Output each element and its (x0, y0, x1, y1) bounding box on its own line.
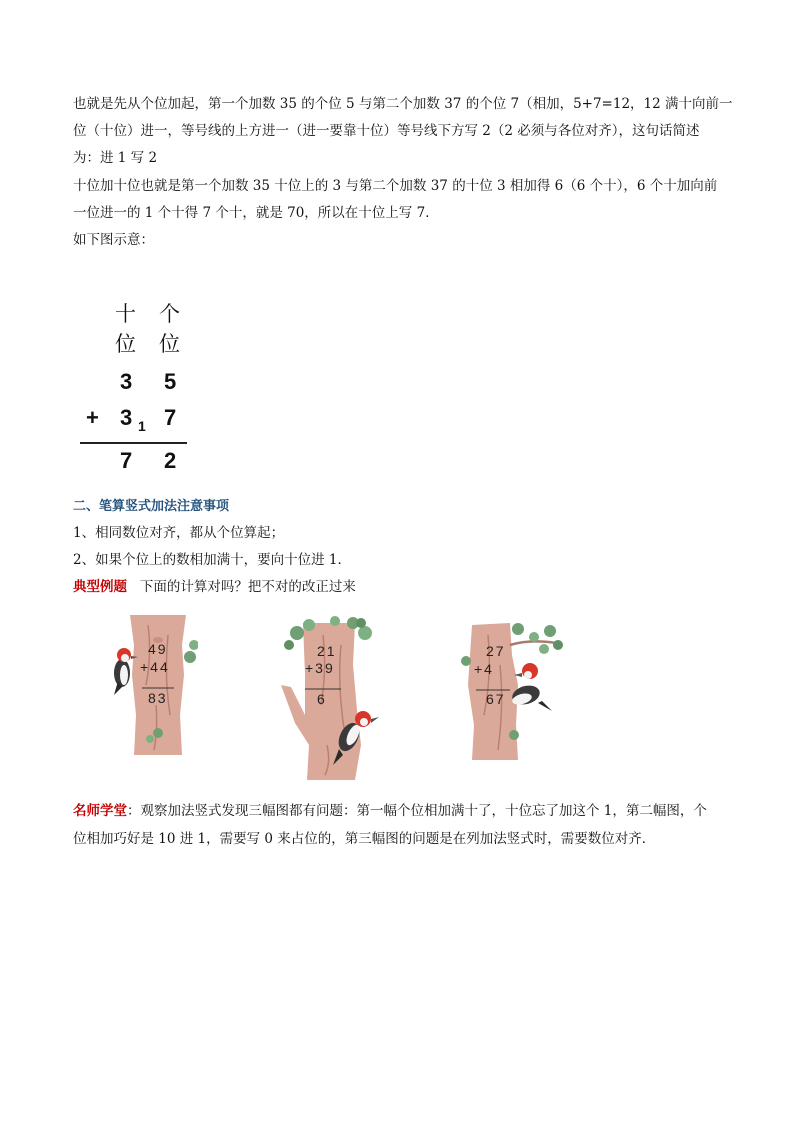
rule-2: 2、如果个位上的数相加满十，要向十位进 1． (73, 552, 351, 568)
woodpecker-tree-picture-1 (108, 615, 198, 755)
rule-1: 1、相同数位对齐，都从个位算起； (73, 525, 285, 541)
sum-line (80, 442, 187, 444)
teacher-text-1: ：观察加法竖式发现三幅图都有问题：第一幅个位相加满十了，十位忘了加这个 1，第二幅图，个 (127, 803, 707, 819)
picture2-addend2: +39 (305, 660, 335, 676)
picture3-result: 67 (486, 691, 506, 707)
example-line (73, 574, 733, 601)
intro-line-6: 如下图示意： (73, 232, 154, 248)
carry-digit: 1 (138, 418, 146, 434)
column-addition-diagram (80, 295, 200, 480)
addend2-ones: 7 (164, 405, 177, 430)
woodpecker-tree-picture-2 (275, 615, 380, 780)
result-tens: 7 (120, 448, 133, 473)
tens-label-bottom: 位 (115, 332, 136, 356)
addend2-tens: 3 (120, 405, 133, 430)
picture2-result: 6 (317, 691, 327, 707)
picture2-addend1: 21 (317, 643, 337, 659)
section-heading: 二、笔算竖式加法注意事项 (73, 499, 230, 514)
tens-label-top: 十 (115, 302, 136, 326)
teacher-note-line-2: 位相加巧好是 10 进 1，需要写 0 来占位的，第三幅图的问题是在列加法竖式时，需要数位对齐． (73, 831, 656, 847)
picture1-addend2: +44 (140, 659, 170, 675)
addend1-ones: 5 (164, 369, 177, 394)
intro-line-2: 位（十位）进一，等号线的上方进一（进一要靠十位）等号线下方写 2（2 必须与各位对齐），这句话简述 (73, 123, 700, 139)
addend1-tens: 3 (120, 369, 133, 394)
intro-line-5: 一位进一的 1 个十得 7 个十，就是 70，所以在十位上写 7． (73, 205, 439, 221)
picture3-addend1: 27 (486, 643, 506, 659)
intro-line-4: 十位加十位也就是第一个加数 35 十位上的 3 与第二个加数 37 的十位 3 相加得 6（6 个十），6 个十加向前 (73, 178, 718, 194)
picture3-addend2: +4 (474, 661, 494, 677)
woodpecker-tree-picture-3 (460, 615, 565, 765)
ones-label-bottom: 位 (159, 332, 180, 356)
intro-line-1: 也就是先从个位加起，第一个加数 35 的个位 5 与第二个加数 37 的个位 7（相加，5+7=12，12 满十向前一 (73, 96, 733, 112)
picture1-addend1: 49 (148, 641, 168, 657)
picture1-result: 83 (148, 690, 168, 706)
example-question: 下面的计算对吗？把不对的改正过来 (139, 579, 356, 595)
teacher-note-line-1 (73, 798, 733, 825)
example-label: 典型例题 (73, 579, 127, 595)
teacher-label: 名师学堂 (73, 803, 127, 819)
plus-sign: + (86, 405, 99, 430)
intro-line-3: 为：进 1 写 2 (73, 150, 158, 166)
ones-label-top: 个 (159, 302, 180, 326)
result-ones: 2 (164, 448, 177, 473)
